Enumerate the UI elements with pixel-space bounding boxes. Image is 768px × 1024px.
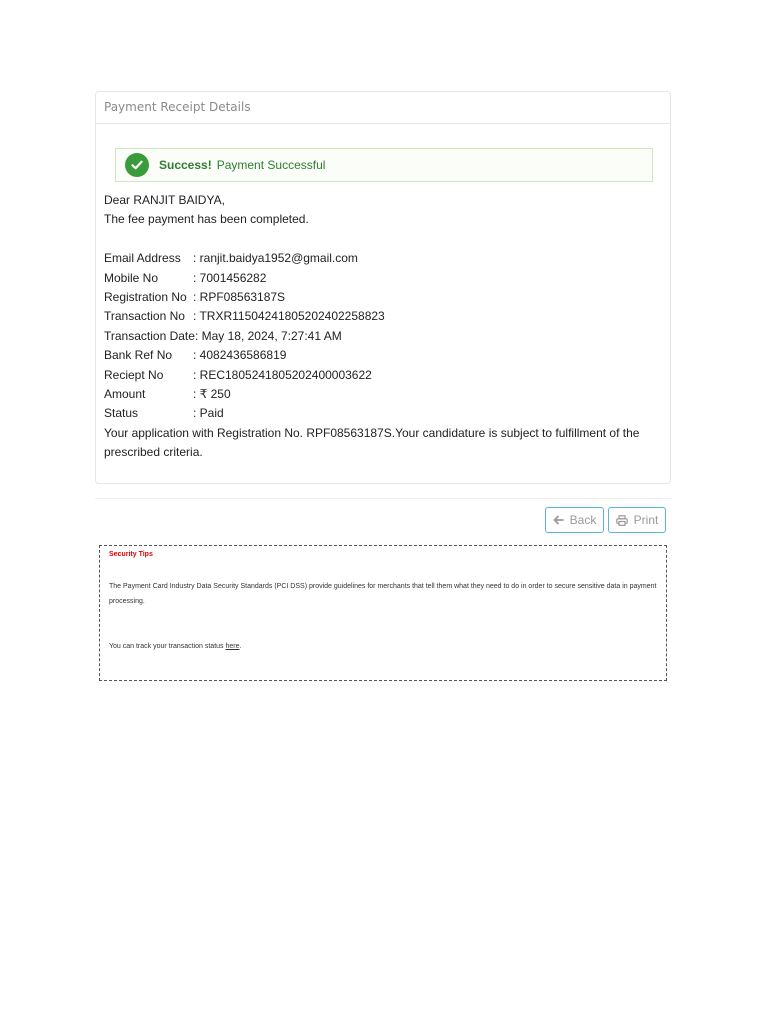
printer-icon xyxy=(616,515,628,526)
candidature-note: Your application with Registration No. RPF08563187S.Your candidature is subject to fulfillment of the prescribed criteria. xyxy=(104,425,640,460)
field-row-status xyxy=(104,404,649,423)
field-label: Registration No xyxy=(104,290,187,305)
field-label: Status xyxy=(104,406,139,421)
field-row-transaction-no xyxy=(104,307,649,326)
field-label: Bank Ref No xyxy=(104,348,173,363)
field-value: : 4082436586819 xyxy=(193,348,287,363)
field-value: : 7001456282 xyxy=(193,270,267,285)
field-label: Amount xyxy=(104,387,146,402)
card-title: Payment Receipt Details xyxy=(96,92,670,124)
track-prefix: You can track your transaction status xyxy=(109,643,226,650)
arrow-left-icon xyxy=(553,515,564,525)
security-tips-text: The Payment Card Industry Data Security Standards (PCI DSS) provide guidelines for merchants that tell them what they need to do in order to secure sensitive data in payment processing. xyxy=(109,583,657,605)
completion-text: The fee payment has been completed. xyxy=(104,212,309,227)
field-value: : ₹ 250 xyxy=(193,387,231,402)
field-label: Reciept No xyxy=(104,367,164,382)
field-row-transaction-date xyxy=(104,327,649,346)
alert-message: Payment Successful xyxy=(216,158,326,172)
field-value: : TRXR11504241805202402258823 xyxy=(193,309,385,324)
print-button[interactable] xyxy=(608,507,666,533)
check-circle-icon xyxy=(125,153,149,177)
track-suffix: . xyxy=(239,643,242,650)
field-row-mobile xyxy=(104,269,649,288)
back-label: Back xyxy=(569,513,597,527)
field-value: : RPF08563187S xyxy=(193,290,286,305)
greeting: Dear RANJIT BAIDYA, xyxy=(104,193,225,207)
field-label: Email Address xyxy=(104,251,181,266)
print-label: Print xyxy=(633,513,659,527)
field-value: : ranjit.baidya1952@gmail.com xyxy=(193,251,358,266)
field-row-amount xyxy=(104,385,649,404)
track-status-link[interactable]: here xyxy=(225,643,240,650)
field-value: : May 18, 2024, 7:27:41 AM xyxy=(194,328,342,343)
field-row-registration xyxy=(104,288,649,307)
security-tips-box xyxy=(99,545,667,681)
receipt-body xyxy=(104,191,649,463)
success-alert xyxy=(115,148,653,182)
field-label: Transaction No xyxy=(104,309,185,324)
payment-receipt-card xyxy=(95,91,671,484)
back-button[interactable] xyxy=(545,507,604,533)
field-row-bank-ref xyxy=(104,346,649,365)
field-value: : Paid xyxy=(193,406,224,421)
field-value: : REC18052418052024000036​22 xyxy=(193,367,372,382)
section-divider xyxy=(95,498,671,499)
track-status-text xyxy=(109,643,657,650)
field-label: Mobile No xyxy=(104,270,159,285)
field-label: Transaction Date xyxy=(104,328,195,343)
field-row-email xyxy=(104,249,649,268)
alert-strong: Success! xyxy=(159,158,212,172)
security-tips-title: Security Tips xyxy=(109,551,153,558)
field-row-receipt-no xyxy=(104,366,649,385)
